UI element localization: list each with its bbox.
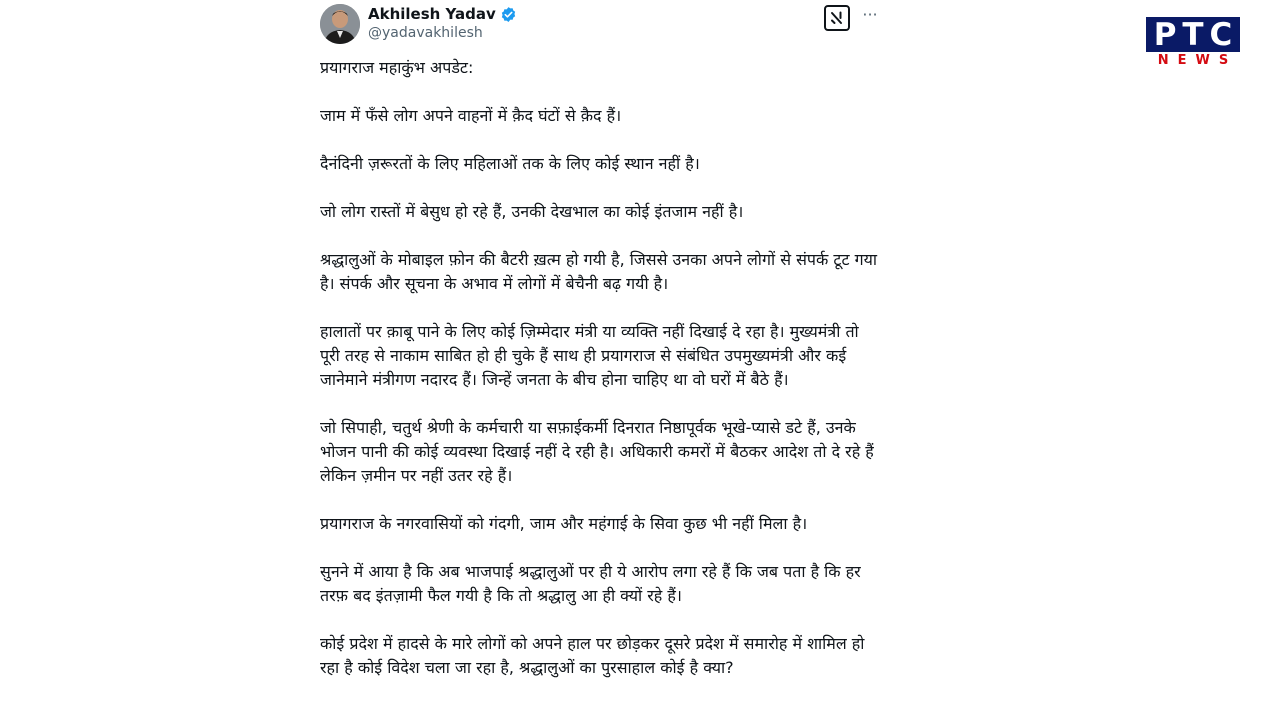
tweet-paragraph: जो सिपाही, चतुर्थ श्रेणी के कर्मचारी या सफ़ाईकर्मी दिनरात निष्ठापूर्वक भूखे-प्यासे डटे हैं, उनके भोजन पानी की कोई व्यवस्था दिखाई नहीं दे रही है। अधिकारी कमरों में बैठकर आदेश तो दे रहे हैं लेकिन ज़मीन पर नहीं उतर रहे हैं। xyxy=(320,418,874,485)
tweet-paragraph: श्रद्धालुओं के मोबाइल फ़ोन की बैटरी ख़त्म हो गयी है, जिससे उनका अपने लोगों से संपर्क टूट गया है। संपर्क और सूचना के अभाव में लोगों में बेचैनी बढ़ गयी है। xyxy=(320,250,878,293)
more-options-icon: ··· xyxy=(862,5,878,24)
author-avatar[interactable] xyxy=(320,4,360,44)
grok-button[interactable] xyxy=(824,5,850,31)
tweet-paragraph: प्रयागराज के नगरवासियों को गंदगी, जाम और महंगाई के सिवा कुछ भी नहीं मिला है। xyxy=(320,514,808,533)
tweet-text xyxy=(320,56,882,704)
more-options-button[interactable] xyxy=(860,5,880,25)
profile-avatar-icon xyxy=(320,4,360,44)
tweet-paragraph: सुनने में आया है कि अब भाजपाई श्रद्धालुओं पर ही ये आरोप लगा रहे हैं कि जब पता है कि हर तरफ़ बद इंतज़ामी फैल गयी है कि तो श्रद्धालु आ ही क्यों रहे हैं। xyxy=(320,562,861,605)
tweet-paragraph: कोई प्रदेश में हादसे के मारे लोगों को अपने हाल पर छोड़कर दूसरे प्रदेश में समारोह में शामिल हो रहा है कोई विदेश चला जा रहा है, श्रद्धालुओं का पुरसाहाल कोई है क्या? xyxy=(320,634,865,677)
ptc-news-logo xyxy=(1146,17,1240,71)
verified-badge-icon xyxy=(500,6,517,23)
author-handle[interactable]: @yadavakhilesh xyxy=(368,25,483,41)
tweet-card xyxy=(320,0,885,720)
logo-bottom-text: NEWS xyxy=(1146,52,1240,69)
grok-icon xyxy=(829,10,845,26)
tweet-paragraph: जाम में फँसे लोग अपने वाहनों में क़ैद घंटों से क़ैद हैं। xyxy=(320,106,622,125)
tweet-paragraph: जो लोग रास्तों में बेसुध हो रहे हैं, उनकी देखभाल का कोई इंतजाम नहीं है। xyxy=(320,202,744,221)
tweet-paragraph: दैनंदिनी ज़रूरतों के लिए महिलाओं तक के लिए कोई स्थान नहीं है। xyxy=(320,154,700,173)
tweet-paragraph: हालातों पर क़ाबू पाने के लिए कोई ज़िम्मेदार मंत्री या व्यक्ति नहीं दिखाई दे रहा है। मुख्यमंत्री तो पूरी तरह से नाकाम साबित हो ही चुके हैं साथ ही प्रयागराज से संबंधित उपमुख्यमंत्री और कई जानेमाने मंत्रीगण नदारद हैं। जिन्हें जनता के बीच होना चाहिए था वो घरों में बैठे हैं। xyxy=(320,322,859,389)
author-info xyxy=(368,4,517,41)
author-display-name[interactable]: Akhilesh Yadav xyxy=(368,5,496,23)
tweet-paragraph: प्रयागराज महाकुंभ अपडेट: xyxy=(320,58,474,77)
logo-top-text: PTC xyxy=(1146,17,1240,52)
